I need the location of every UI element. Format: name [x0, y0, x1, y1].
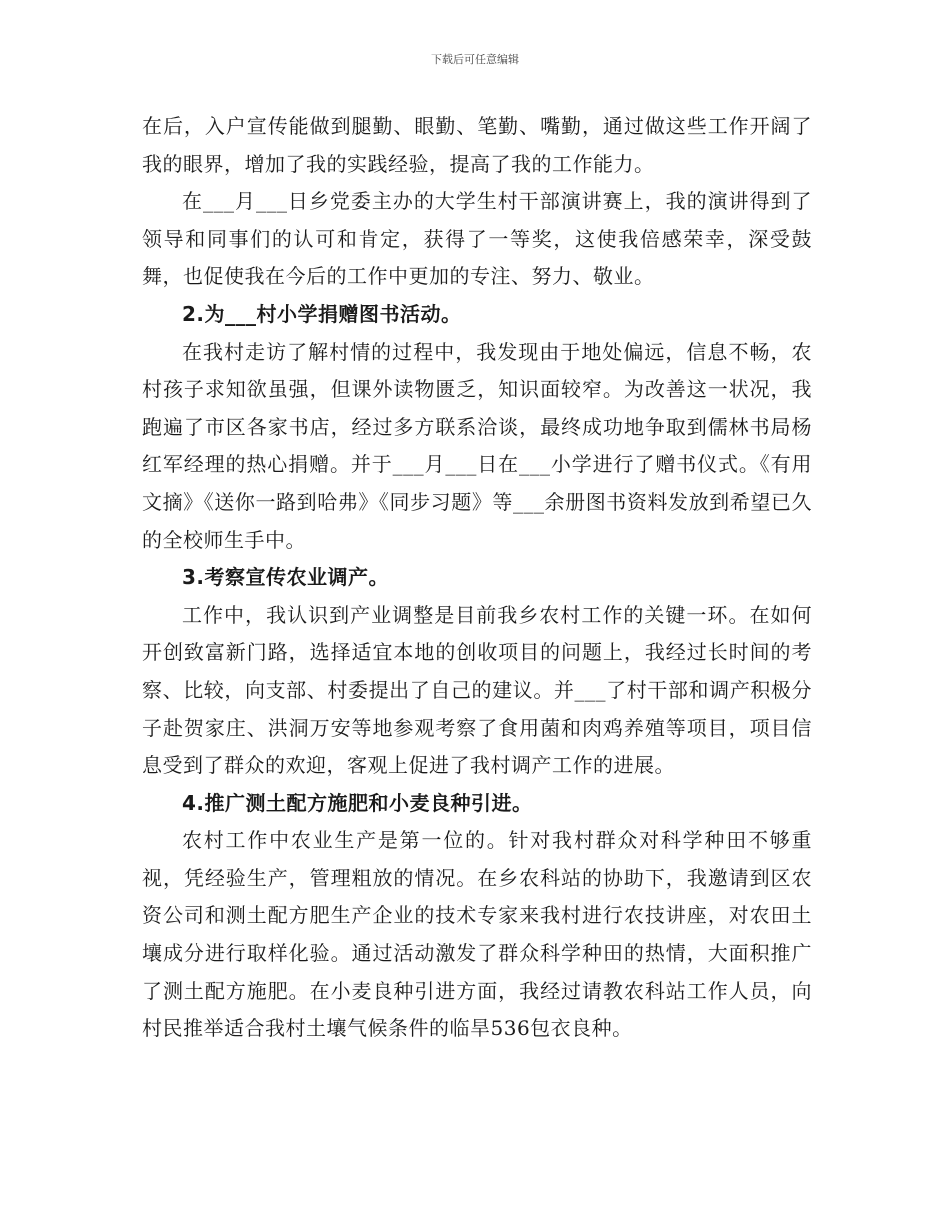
section-heading-book-donation: 2.为___村小学捐赠图书活动。	[182, 301, 462, 326]
paragraph-book-donation: 在我村走访了解村情的过程中，我发现由于地处偏远，信息不畅，农村孩子求知欲虽强，但课外读物匮乏，知识面较窄。为改善这一状况，我跑遍了市区各家书店，经过多方联系洽谈，最终成功地争取到儒林书局杨红军经理的热心捐赠。并于___月___日在___小学进行了赠书仪式。《有用文摘》《送你一路到哈弗》《同步习题》等___余册图书资料发放到希望已久的全校师生手中。	[142, 339, 812, 552]
paragraph-work-continuation: 在后，入户宣传能做到腿勤、眼勤、笔勤、嘴勤，通过做这些工作开阔了我的眼界，增加了我的实践经验，提高了我的工作能力。	[142, 114, 812, 176]
document-body	[142, 108, 812, 1048]
section-heading-fertilizer-wheat: 4.推广测土配方施肥和小麦良种引进。	[182, 790, 533, 815]
paragraph-fertilizer-wheat: 农村工作中农业生产是第一位的。针对我村群众对科学种田不够重视，凭经验生产，管理粗放的情况。在乡农科站的协助下，我邀请到区农资公司和测土配方肥生产企业的技术专家来我村进行农技讲座，对农田土壤成分进行取样化验。通过活动激发了群众科学种田的热情，大面积推广了测土配方施肥。在小麦良种引进方面，我经过请教农科站工作人员，向村民推举适合我村土壤气候条件的临旱536包衣良种。	[142, 828, 812, 1041]
page-header: 下载后可任意编辑	[431, 53, 519, 66]
section-heading-agri-adjustment: 3.考察宣传农业调产。	[182, 565, 390, 590]
paragraph-agri-adjustment: 工作中，我认识到产业调整是目前我乡农村工作的关键一环。在如何开创致富新门路，选择适宜本地的创收项目的问题上，我经过长时间的考察、比较，向支部、村委提出了自己的建议。并___了村干部和调产积极分子赴贺家庄、洪洞万安等地参观考察了食用菌和肉鸡养殖等项目，项目信息受到了群众的欢迎，客观上促进了我村调产工作的进展。	[142, 602, 812, 778]
paragraph-speech-contest: 在___月___日乡党委主办的大学生村干部演讲赛上，我的演讲得到了领导和同事们的认可和肯定，获得了一等奖，这使我倍感荣幸，深受鼓舞，也促使我在今后的工作中更加的专注、努力、敬业。	[142, 189, 812, 289]
